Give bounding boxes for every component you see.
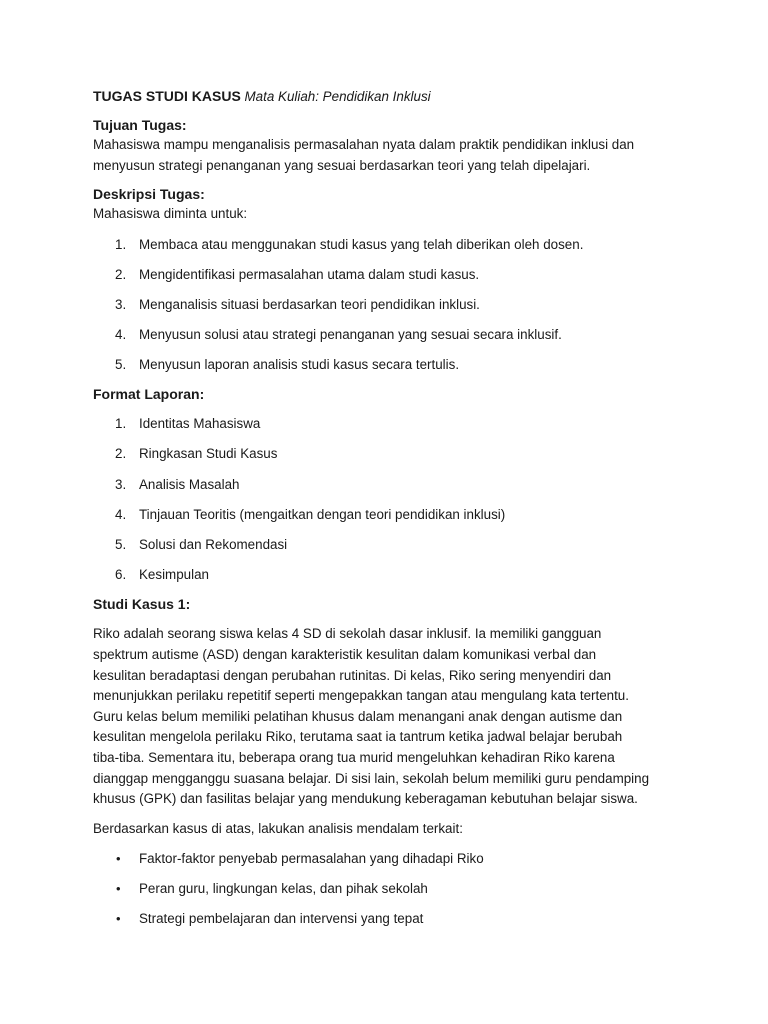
list-item-text: Strategi pembelajaran dan intervensi yang tepat	[139, 911, 424, 927]
list-number: 3.	[115, 476, 127, 492]
list-item-text: Membaca atau menggunakan studi kasus yang telah diberikan oleh dosen.	[139, 236, 584, 252]
case-line: dianggap mengganggu suasana belajar. Di sisi lain, sekolah belum memiliki guru pendamping	[93, 770, 650, 786]
list-number: 5.	[115, 356, 127, 372]
title-course: Mata Kuliah: Pendidikan Inklusi	[244, 89, 431, 104]
list-number: 1.	[115, 416, 127, 432]
case-line: kesulitan mengelola perilaku Riko, terutama saat ia tantrum ketika jadwal belajar berubah	[93, 729, 623, 745]
document-body	[93, 86, 678, 939]
case-line: Riko adalah seorang siswa kelas 4 SD di sekolah dasar inklusif. Ia memiliki gangguan	[93, 626, 602, 642]
list-item-text: Analisis Masalah	[139, 476, 240, 492]
document-title	[93, 86, 678, 107]
list-item	[93, 325, 678, 346]
format-list	[93, 414, 678, 585]
list-number: 1.	[115, 236, 127, 252]
analysis-bullets	[93, 849, 678, 930]
list-item	[93, 565, 678, 586]
list-item	[93, 475, 678, 496]
list-number: 2.	[115, 446, 127, 462]
bullet-marker: •	[116, 911, 121, 927]
list-item-text: Ringkasan Studi Kasus	[139, 446, 278, 462]
studi-kasus-heading: Studi Kasus 1:	[93, 596, 191, 613]
list-item	[93, 265, 678, 286]
analysis-prompt: Berdasarkan kasus di atas, lakukan analisis mendalam terkait:	[93, 820, 463, 836]
case-line: menunjukkan perilaku repetitif seperti mengepakkan tangan atau mengulang kata tertentu.	[93, 688, 629, 704]
format-heading: Format Laporan:	[93, 386, 205, 403]
list-item	[93, 414, 678, 435]
bullet-marker: •	[116, 851, 121, 867]
list-item-text: Identitas Mahasiswa	[139, 416, 261, 432]
list-item	[93, 295, 678, 316]
list-item-text: Menyusun solusi atau strategi penanganan yang sesuai secara inklusif.	[139, 326, 562, 342]
list-number: 4.	[115, 326, 127, 342]
list-item	[93, 235, 678, 256]
tujuan-heading: Tujuan Tugas:	[93, 117, 187, 133]
list-item	[93, 909, 678, 930]
list-number: 4.	[115, 506, 127, 522]
list-item	[93, 444, 678, 465]
list-item-text: Faktor-faktor penyebab permasalahan yang dihadapi Riko	[139, 851, 484, 867]
list-item	[93, 505, 678, 526]
list-item	[93, 849, 678, 870]
list-item-text: Kesimpulan	[139, 566, 209, 582]
case-line: kesulitan beradaptasi dengan perubahan rutinitas. Di kelas, Riko sering menyendiri dan	[93, 667, 612, 683]
case-line: tiba-tiba. Sementara itu, beberapa orang tua murid mengeluhkan kehadiran Riko karena	[93, 749, 615, 765]
list-number: 2.	[115, 266, 127, 282]
studi-kasus-text	[93, 624, 678, 809]
list-item-text: Menganalisis situasi berdasarkan teori pendidikan inklusi.	[139, 296, 480, 312]
list-item	[93, 879, 678, 900]
tujuan-text: Mahasiswa mampu menganalisis permasalahan nyata dalam praktik pendidikan inklusi dan menyusun strategi penanganan yang sesuai berdasarkan teori yang telah dipelajari.	[93, 137, 635, 173]
list-item-text: Mengidentifikasi permasalahan utama dalam studi kasus.	[139, 266, 480, 282]
list-item	[93, 355, 678, 376]
deskripsi-intro: Mahasiswa diminta untuk:	[93, 206, 248, 221]
list-item-text: Menyusun laporan analisis studi kasus secara tertulis.	[139, 356, 460, 372]
list-item-text: Solusi dan Rekomendasi	[139, 536, 288, 552]
list-number: 3.	[115, 296, 127, 312]
list-number: 5.	[115, 536, 127, 552]
case-line: khusus (GPK) dan fasilitas belajar yang mendukung keberagaman kebutuhan belajar siswa.	[93, 791, 638, 807]
list-item-text: Tinjauan Teoritis (mengaitkan dengan teori pendidikan inklusi)	[139, 506, 506, 522]
deskripsi-list	[93, 235, 678, 376]
list-number: 6.	[115, 566, 127, 582]
list-item	[93, 535, 678, 556]
bullet-marker: •	[116, 881, 121, 897]
case-line: spektrum autisme (ASD) dengan karakteristik kesulitan dalam komunikasi verbal dan	[93, 646, 597, 662]
list-item-text: Peran guru, lingkungan kelas, dan pihak sekolah	[139, 881, 428, 897]
title-main: TUGAS STUDI KASUS	[93, 88, 241, 104]
deskripsi-heading: Deskripsi Tugas:	[93, 186, 205, 202]
case-line: Guru kelas belum memiliki pelatihan khusus dalam menangani anak dengan autisme dan	[93, 708, 623, 724]
